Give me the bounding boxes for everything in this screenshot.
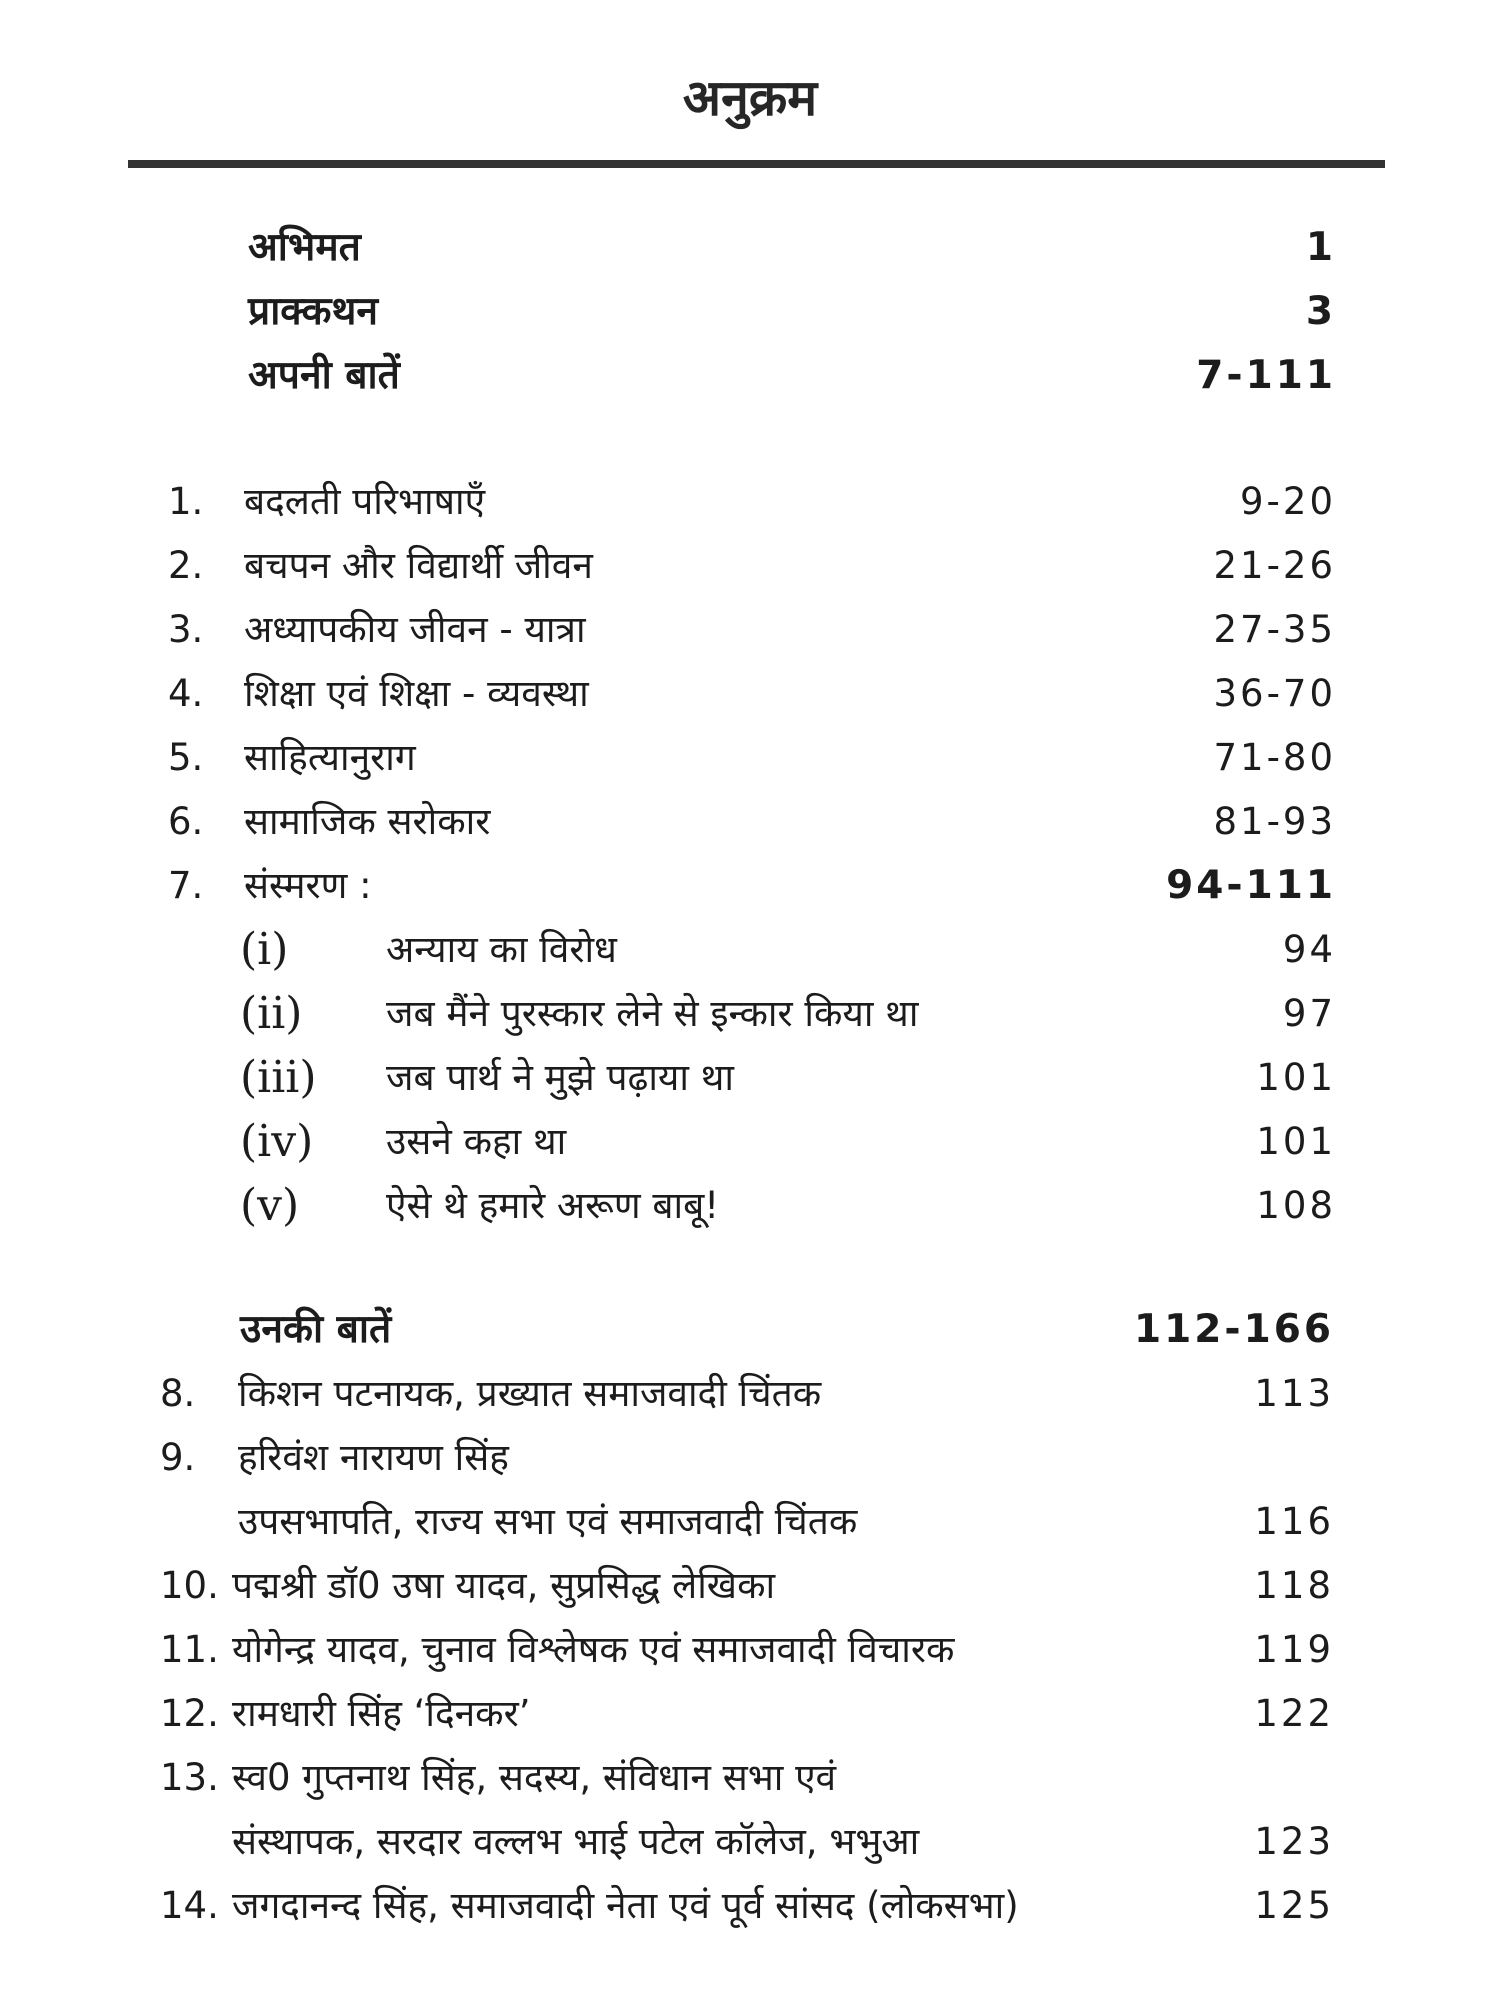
subentry-page: 108 bbox=[1256, 1184, 1336, 1227]
toc-chapter bbox=[168, 664, 1336, 724]
chapter-title: अध्यापकीय जीवन - यात्रा bbox=[244, 608, 586, 651]
section-heading-page: 112-166 bbox=[1133, 1307, 1334, 1352]
chapter-number: 9. bbox=[160, 1436, 196, 1479]
toc-entry-page: 3 bbox=[1305, 289, 1336, 334]
toc-chapter bbox=[160, 1620, 1334, 1680]
toc-entry bbox=[248, 346, 1336, 406]
chapter-number: 4. bbox=[168, 672, 204, 715]
chapter-page: 123 bbox=[1254, 1820, 1334, 1863]
chapter-page: 119 bbox=[1254, 1628, 1334, 1671]
chapter-title: संस्मरण : bbox=[244, 864, 372, 907]
toc-subentry bbox=[240, 1048, 1336, 1108]
toc-entry bbox=[248, 218, 1336, 278]
chapter-page: 116 bbox=[1254, 1500, 1334, 1543]
subentry-title: अन्याय का विरोध bbox=[386, 928, 617, 971]
subentry-numeral: (ii) bbox=[240, 988, 303, 1039]
subentry-numeral: (iv) bbox=[240, 1116, 314, 1167]
toc-entry-page: 1 bbox=[1305, 225, 1336, 270]
chapter-number: 13. bbox=[160, 1756, 219, 1799]
subentry-title: उसने कहा था bbox=[386, 1120, 567, 1163]
toc-chapter bbox=[168, 792, 1336, 852]
chapter-number: 14. bbox=[160, 1884, 219, 1927]
subentry-numeral: (iii) bbox=[240, 1052, 317, 1103]
toc-entry-page: 7-111 bbox=[1196, 353, 1336, 398]
chapter-page: 71-80 bbox=[1213, 736, 1336, 779]
toc-subentry bbox=[240, 1176, 1336, 1236]
chapter-page: 122 bbox=[1254, 1692, 1334, 1735]
toc-subentry bbox=[240, 920, 1336, 980]
chapter-title: जगदानन्द सिंह, समाजवादी नेता एवं पूर्व सांसद (लोकसभा) bbox=[232, 1884, 1019, 1927]
chapter-number: 1. bbox=[168, 480, 204, 523]
section-heading bbox=[240, 1300, 1334, 1360]
chapter-page: 113 bbox=[1254, 1372, 1334, 1415]
section-heading-title: उनकी बातें bbox=[240, 1307, 392, 1352]
chapter-number: 8. bbox=[160, 1372, 196, 1415]
subentry-title: जब मैंने पुरस्कार लेने से इन्कार किया था bbox=[386, 992, 919, 1035]
chapter-number: 2. bbox=[168, 544, 204, 587]
chapter-title: बदलती परिभाषाएँ bbox=[244, 480, 486, 523]
subentry-numeral: (v) bbox=[240, 1180, 300, 1231]
chapter-page: 21-26 bbox=[1213, 544, 1336, 587]
chapter-title: पद्मश्री डॉ0 उषा यादव, सुप्रसिद्ध लेखिका bbox=[232, 1564, 776, 1607]
toc-chapter-continuation bbox=[160, 1812, 1334, 1872]
chapter-number: 6. bbox=[168, 800, 204, 843]
chapter-number: 5. bbox=[168, 736, 204, 779]
subentry-title: ऐसे थे हमारे अरूण बाबू! bbox=[386, 1184, 720, 1227]
chapter-page: 36-70 bbox=[1213, 672, 1336, 715]
chapter-number: 7. bbox=[168, 864, 204, 907]
chapter-page: 27-35 bbox=[1213, 608, 1336, 651]
page-title: अनुक्रम bbox=[682, 69, 818, 127]
toc-subentry bbox=[240, 1112, 1336, 1172]
toc-chapter bbox=[168, 536, 1336, 596]
chapter-title: किशन पटनायक, प्रख्यात समाजवादी चिंतक bbox=[238, 1372, 822, 1415]
chapter-number: 11. bbox=[160, 1628, 219, 1671]
chapter-number: 3. bbox=[168, 608, 204, 651]
subentry-numeral: (i) bbox=[240, 924, 289, 975]
chapter-title-continued: उपसभापति, राज्य सभा एवं समाजवादी चिंतक bbox=[238, 1500, 858, 1543]
subentry-page: 97 bbox=[1282, 992, 1336, 1035]
chapter-page: 81-93 bbox=[1213, 800, 1336, 843]
toc-chapter bbox=[160, 1428, 1334, 1488]
chapter-title: योगेन्द्र यादव, चुनाव विश्लेषक एवं समाजवादी विचारक bbox=[232, 1628, 955, 1671]
toc-entry-title: अपनी बातें bbox=[248, 353, 400, 398]
chapter-title: सामाजिक सरोकार bbox=[244, 800, 491, 843]
chapter-page: 9-20 bbox=[1240, 480, 1336, 523]
toc-chapter-continuation bbox=[160, 1492, 1334, 1552]
toc-chapter bbox=[168, 472, 1336, 532]
subentry-page: 94 bbox=[1282, 928, 1336, 971]
title-rule bbox=[128, 160, 1385, 168]
toc-chapter bbox=[160, 1364, 1334, 1424]
toc-chapter bbox=[160, 1556, 1334, 1616]
chapter-page: 118 bbox=[1254, 1564, 1334, 1607]
chapter-title: रामधारी सिंह ‘दिनकर’ bbox=[232, 1692, 531, 1735]
toc-chapter bbox=[168, 856, 1336, 916]
toc-entry bbox=[248, 282, 1336, 342]
chapter-title: हरिवंश नारायण सिंह bbox=[238, 1436, 509, 1479]
chapter-title: शिक्षा एवं शिक्षा - व्यवस्था bbox=[244, 672, 589, 715]
subentry-title: जब पार्थ ने मुझे पढ़ाया था bbox=[386, 1056, 734, 1099]
toc-chapter bbox=[168, 728, 1336, 788]
toc-chapter bbox=[160, 1684, 1334, 1744]
toc-subentry bbox=[240, 984, 1336, 1044]
chapter-title: स्व0 गुप्तनाथ सिंह, सदस्य, संविधान सभा एवं bbox=[232, 1756, 837, 1799]
chapter-number: 10. bbox=[160, 1564, 219, 1607]
toc-chapter bbox=[160, 1876, 1334, 1936]
chapter-page: 94-111 bbox=[1166, 863, 1336, 908]
chapter-title: साहित्यानुराग bbox=[244, 736, 416, 779]
subentry-page: 101 bbox=[1256, 1120, 1336, 1163]
chapter-number: 12. bbox=[160, 1692, 219, 1735]
toc-chapter bbox=[168, 600, 1336, 660]
chapter-page: 125 bbox=[1254, 1884, 1334, 1927]
chapter-title-continued: संस्थापक, सरदार वल्लभ भाई पटेल कॉलेज, भभुआ bbox=[232, 1820, 920, 1863]
toc-entry-title: प्राक्कथन bbox=[248, 289, 379, 334]
toc-entry-title: अभिमत bbox=[248, 225, 361, 270]
toc-chapter bbox=[160, 1748, 1334, 1808]
chapter-title: बचपन और विद्यार्थी जीवन bbox=[244, 544, 593, 587]
subentry-page: 101 bbox=[1256, 1056, 1336, 1099]
